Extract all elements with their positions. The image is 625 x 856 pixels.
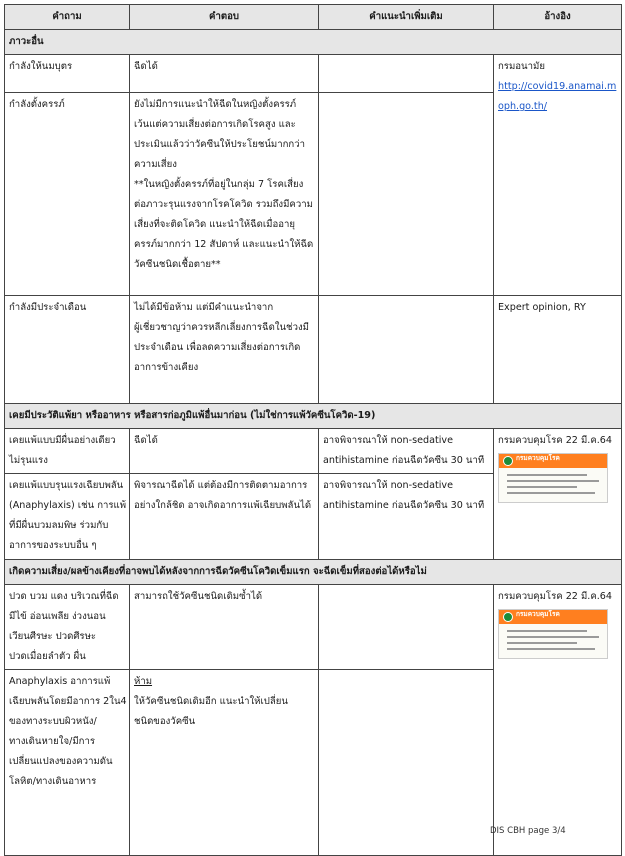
section-other-conditions: ภาวะอื่น [5, 30, 622, 55]
advice-cell: อาจพิจารณาให้ non-sedative antihistamine ก่อนฉีดวัคซีน 30 นาที [319, 429, 494, 474]
header-answer: คำตอบ [130, 5, 319, 30]
question-cell: กำลังตั้งครรภ์ [5, 93, 130, 296]
thumbnail-title: กรมควบคุมโรค [516, 610, 560, 618]
question-cell: กำลังให้นมบุตร [5, 55, 130, 93]
advice-cell: อาจพิจารณาให้ non-sedative antihistamine ก่อนฉีดวัคซีน 30 นาที [319, 474, 494, 560]
answer-cell: ฉีดได้ [130, 55, 319, 93]
answer-cell: ห้าม ให้วัคซีนชนิดเดิมอีก แนะนำให้เปลี่ยน ชนิดของวัคซีน [130, 670, 319, 856]
section-allergy-history: เคยมีประวัติแพ้ยา หรืออาหาร หรือสารก่อภูมิแพ้อื่นมาก่อน (ไม่ใช่การแพ้วัคซีนโควิด-19) [5, 404, 622, 429]
reference-cell: Expert opinion, RY [494, 296, 622, 404]
thumbnail-title: กรมควบคุมโรค [516, 454, 560, 462]
advice-cell [319, 585, 494, 670]
ddc-logo-icon [503, 456, 513, 466]
question-cell: Anaphylaxis อาการแพ้ เฉียบพลันโดยมีอาการ 2ใน4 ของทางระบบผิวหนัง/ ทางเดินหายใจ/มีการ เปลี่ยนแปลงของความดัน โลหิต/ทางเดินอาหาร [5, 670, 130, 856]
advice-cell [319, 55, 494, 93]
question-cell: เคยแพ้แบบมีผื่นอย่างเดียว ไม่รุนแรง [5, 429, 130, 474]
answer-cell: ยังไม่มีการแนะนำให้ฉีดในหญิงตั้งครรภ์ เว้นแต่ความเสี่ยงต่อการเกิดโรคสูง และ ประเมินแล้วว่าวัคซีนให้ประโยชน์มากกว่า ความเสี่ยง **ในหญิงตั้งครรภ์ที่อยู่ในกลุ่ม 7 โรคเสี่ยง ต่อภาวะรุนแรงจากโรคโควิด รวมถึงมีความ เสี่ยงที่จะติดโควิด แนะนำให้ฉีดเมื่ออายุ ครรภ์มากกว่า 12 สัปดาห์ และแนะนำให้ฉีด วัคซีนชนิดเชื้อตาย** [130, 93, 319, 296]
reference-cell [494, 429, 622, 560]
advice-cell [319, 296, 494, 404]
section-row [5, 404, 622, 429]
question-cell: เคยแพ้แบบรุนแรงเฉียบพลัน (Anaphylaxis) เช่น การแพ้ ที่มีผื่นบวมลมพิษ ร่วมกับ อาการของระบบอื่น ๆ [5, 474, 130, 560]
advice-cell [319, 670, 494, 856]
ddc-announcement-thumbnail [498, 609, 608, 659]
section-row [5, 30, 622, 55]
header-advice: คำแนะนำเพิ่มเติม [319, 5, 494, 30]
question-cell: ปวด บวม แดง บริเวณที่ฉีด มีไข้ อ่อนเพลีย ง่วงนอน เวียนศีรษะ ปวดศีรษะ ปวดเมื่อยลำตัว ผื่น [5, 585, 130, 670]
table-row [5, 296, 622, 404]
reference-link-cont[interactable]: oph.go.th/ [498, 101, 548, 112]
table-row [5, 55, 622, 93]
header-row [5, 5, 622, 30]
reference-cell [494, 55, 622, 296]
reference-cell [494, 585, 622, 856]
prohibited-word: ห้าม [134, 676, 153, 687]
page-footer: DIS CBH page 3/4 [490, 826, 566, 836]
table-row [5, 585, 622, 670]
reference-text: กรมควบคุมโรค 22 มี.ค.64 [498, 435, 613, 446]
advice-cell [319, 93, 494, 296]
ddc-logo-icon [503, 612, 513, 622]
answer-cell: สามารถใช้วัคซีนชนิดเดิมซ้ำได้ [130, 585, 319, 670]
table-row [5, 429, 622, 474]
answer-cell: ไม่ได้มีข้อห้าม แต่มีคำแนะนำจาก ผู้เชี่ยวชาญว่าควรหลีกเลี่ยงการฉีดในช่วงมี ประจำเดือน เพื่อลดความเสี่ยงต่อการเกิด อาการข้างเคียง [130, 296, 319, 404]
faq-table [4, 4, 622, 856]
section-row [5, 560, 622, 585]
reference-text: กรมควบคุมโรค 22 มี.ค.64 [498, 591, 613, 602]
header-reference: อ้างอิง [494, 5, 622, 30]
answer-cell: ฉีดได้ [130, 429, 319, 474]
ddc-announcement-thumbnail [498, 453, 608, 503]
section-side-effects: เกิดความเสี่ยง/ผลข้างเคียงที่อาจพบได้หลังจากการฉีดวัคซีนโควิดเข็มแรก จะฉีดเข็มที่สองต่อได้หรือไม่ [5, 560, 622, 585]
question-cell: กำลังมีประจำเดือน [5, 296, 130, 404]
reference-link[interactable]: http://covid19.anamai.m [498, 81, 617, 92]
header-question: คำถาม [5, 5, 130, 30]
reference-text: กรมอนามัย [498, 61, 545, 72]
answer-cell: พิจารณาฉีดได้ แต่ต้องมีการติดตามอาการ อย่างใกล้ชิด อาจเกิดอาการแพ้เฉียบพลันได้ [130, 474, 319, 560]
